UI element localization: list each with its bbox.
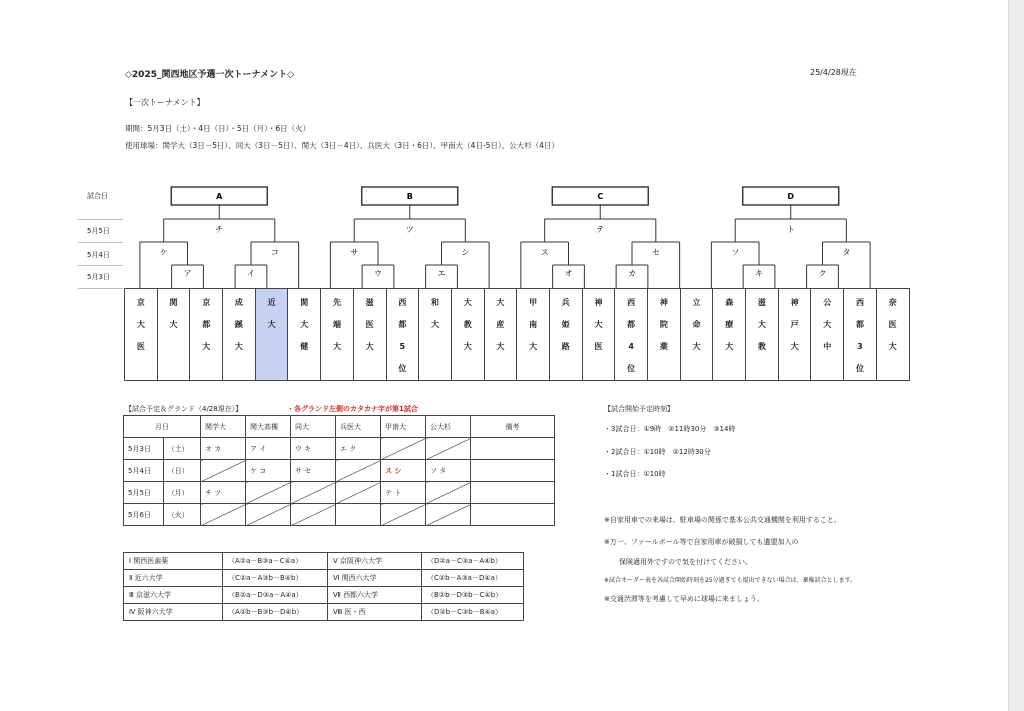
team-cell <box>451 289 484 381</box>
league-table <box>123 552 524 621</box>
team-cell <box>648 289 681 381</box>
game-cell: チ ツ <box>201 482 246 504</box>
league-name: Ⅵ 関西六大学 <box>328 570 422 587</box>
league-row <box>124 570 524 587</box>
match-label: ケ <box>159 248 168 257</box>
empty-cell <box>201 460 246 482</box>
match-label: オ <box>564 269 573 278</box>
team-cell <box>746 289 779 381</box>
empty-cell <box>336 460 381 482</box>
match-label: サ <box>350 248 359 257</box>
day-label: 5月4日 <box>87 251 110 259</box>
match-label: ソ <box>731 248 740 257</box>
page-title: ◇2025_関西地区予選一次トーナメント◇ <box>125 70 295 80</box>
schedule-table <box>123 415 555 526</box>
venues-text: 使用球場：関学大（3日－5日）、同大（3日－5日）、関大（3日－4日）、兵医大（3日・6日）、甲南大（4日-5日）、公大杉（4日） <box>125 141 559 150</box>
team-name: 西都5位 <box>398 298 407 373</box>
match-label: ス <box>540 248 549 257</box>
team-name: 神戸大 <box>790 298 799 351</box>
match-label: コ <box>270 248 279 257</box>
team-cell <box>582 289 615 381</box>
league-row <box>124 587 524 604</box>
team-name: 大産大 <box>496 298 505 351</box>
league-code: （A②a－B③a－C④a） <box>223 553 328 570</box>
empty-cell <box>381 504 426 526</box>
header-cell: 月日 <box>124 416 201 438</box>
game-cell: ケ コ <box>246 460 291 482</box>
team-cell <box>353 289 386 381</box>
team-name: 先端大 <box>332 298 341 351</box>
team-cell <box>321 289 354 381</box>
empty-cell <box>426 504 471 526</box>
team-cell <box>811 289 844 381</box>
game-cell: エ ク <box>336 438 381 460</box>
team-cell <box>517 289 550 381</box>
league-name: Ⅷ 医・西 <box>328 604 422 621</box>
match-label: シ <box>461 248 470 257</box>
empty-cell <box>336 482 381 504</box>
match-label: カ <box>628 269 636 278</box>
team-name: 滋医大 <box>365 298 374 351</box>
date-cell: 5月4日 <box>124 460 164 482</box>
team-cell <box>549 289 582 381</box>
header-cell: 関大高槻 <box>246 416 291 438</box>
game-cell <box>336 504 381 526</box>
league-name: Ⅶ 西都六大学 <box>328 587 422 604</box>
league-code: （C②b－A③a－D④a） <box>422 570 524 587</box>
schedule-row <box>124 482 555 504</box>
league-name: Ⅰ 関西医歯薬 <box>124 553 223 570</box>
league-name: Ⅳ 阪神六大学 <box>124 604 223 621</box>
dow-cell: （土） <box>163 438 200 460</box>
team-name: 甲南大 <box>529 298 538 351</box>
league-code: （A②b－B③b－D④b） <box>223 604 328 621</box>
match-label: エ <box>437 269 446 278</box>
team-name: 関大 <box>169 298 178 329</box>
game-cell: ア イ <box>246 438 291 460</box>
remark-cell <box>471 482 555 504</box>
match-label: セ <box>651 248 660 257</box>
match-label: ト <box>786 225 795 234</box>
match-label: タ <box>842 248 851 257</box>
team-cell <box>255 289 288 381</box>
game-cell: サ セ <box>291 460 336 482</box>
empty-cell <box>426 482 471 504</box>
team-cell <box>125 289 158 381</box>
league-name: Ⅴ 京阪神六大学 <box>328 553 422 570</box>
team-name: 森療大 <box>725 298 734 351</box>
header-cell: 公大杉 <box>426 416 471 438</box>
match-label: イ <box>247 269 255 278</box>
note-line: ※自家用車での来場は、駐車場の関係で基本公共交通機関を利用すること。 <box>604 516 841 524</box>
period-text: 期間：5月3日（土）・4日（日）・5日（月）・6日（火） <box>125 124 311 133</box>
team-cell <box>157 289 190 381</box>
start-time-line: ・1試合日：①10時 <box>604 470 666 478</box>
team-name: 公大中 <box>823 298 832 351</box>
match-label: テ <box>596 225 605 234</box>
league-code: （D②a－C③a－A④b） <box>422 553 524 570</box>
game-cell: テ ト <box>381 482 426 504</box>
team-cell <box>844 289 877 381</box>
team-name: 西都4位 <box>627 298 636 373</box>
team-name: 兵姫路 <box>561 298 570 351</box>
note-line: ※試合オーダー表を各試合開始時刻を25分過ぎても提出できない場合は、棄権試合とします。 <box>604 577 857 584</box>
match-label: ク <box>818 269 827 278</box>
team-name: 大教大 <box>463 298 472 351</box>
header-cell: 備考 <box>471 416 555 438</box>
schedule-row <box>124 438 555 460</box>
note-line: ※万一、ファールボール等で自家用車が破損しても遺盟加入の <box>604 538 799 546</box>
day-label: 5月3日 <box>87 273 110 281</box>
schedule-note: ・各グランド左側のカタカナ字が第1試合 <box>287 405 418 413</box>
day-header-label: 試合日 <box>87 192 108 200</box>
team-cell <box>386 289 419 381</box>
team-cell <box>876 289 909 381</box>
team-name: 神大医 <box>594 298 603 351</box>
league-code: （B②b－D③b－C④b） <box>422 587 524 604</box>
block-label: C <box>597 192 604 201</box>
date-cell: 5月6日 <box>124 504 164 526</box>
note-line: ※交通渋滞等を考慮して早めに球場に来ましょう。 <box>604 595 764 603</box>
team-name: 奈医大 <box>888 298 897 351</box>
block-label: B <box>406 192 413 201</box>
empty-cell <box>246 482 291 504</box>
block-label: A <box>216 192 223 201</box>
start-time-line: ・3試合日：①9時 ②11時30分 ③14時 <box>604 425 736 433</box>
schedule-row <box>124 504 555 526</box>
team-name: 滋大教 <box>757 298 766 351</box>
team-name: 京都大 <box>202 298 211 351</box>
team-cell <box>778 289 811 381</box>
as-of-date: 25/4/28現在 <box>810 68 857 77</box>
remark-cell <box>471 460 555 482</box>
team-cell <box>713 289 746 381</box>
team-name: 関大健 <box>300 298 309 351</box>
team-cell <box>680 289 713 381</box>
match-label: ア <box>183 269 192 278</box>
date-cell: 5月5日 <box>124 482 164 504</box>
empty-cell <box>201 504 246 526</box>
team-name: 近大 <box>267 298 276 329</box>
game-cell: ウ キ <box>291 438 336 460</box>
team-name: 和大 <box>431 298 440 329</box>
team-name: 成蹊大 <box>234 298 243 351</box>
remark-cell <box>471 438 555 460</box>
start-times-heading: 【試合開始予定時刻】 <box>604 405 674 413</box>
match-label: ウ <box>374 269 382 278</box>
header-cell: 同大 <box>291 416 336 438</box>
schedule-header-row <box>124 416 555 438</box>
empty-cell <box>291 504 336 526</box>
league-row <box>124 553 524 570</box>
dow-cell: （火） <box>163 504 200 526</box>
match-label: チ <box>215 225 224 234</box>
match-label: ツ <box>405 225 414 234</box>
league-name: Ⅱ 近六大学 <box>124 570 223 587</box>
dow-cell: （日） <box>163 460 200 482</box>
team-name: 立命大 <box>692 298 701 351</box>
empty-cell <box>426 438 471 460</box>
start-time-line: ・2試合日：①10時 ②12時30分 <box>604 448 711 456</box>
league-code: （C②a－A③b－B④b） <box>223 570 328 587</box>
dow-cell: （月） <box>163 482 200 504</box>
block-label: D <box>787 192 795 201</box>
team-name: 西都3位 <box>855 298 864 373</box>
team-cell <box>615 289 648 381</box>
header-cell: 甲南大 <box>381 416 426 438</box>
remark-cell <box>471 504 555 526</box>
team-cell <box>419 289 452 381</box>
section-heading: 【一次トーナメント】 <box>125 98 205 107</box>
empty-cell <box>381 438 426 460</box>
header-cell: 関学大 <box>201 416 246 438</box>
league-row <box>124 604 524 621</box>
league-code: （B②a－D③a－A④a） <box>223 587 328 604</box>
game-cell: オ カ <box>201 438 246 460</box>
team-cell <box>223 289 256 381</box>
league-name: Ⅲ 京滋六大学 <box>124 587 223 604</box>
game-cell: ス シ <box>381 460 426 482</box>
schedule-heading: 【試合予定＆グランド（4/28現在）】 <box>125 405 243 413</box>
team-name: 京大医 <box>136 298 145 351</box>
game-cell: ソ タ <box>426 460 471 482</box>
date-cell: 5月3日 <box>124 438 164 460</box>
day-label: 5月5日 <box>87 227 110 235</box>
match-label: キ <box>755 269 763 278</box>
header-cell: 兵医大 <box>336 416 381 438</box>
team-cell <box>190 289 223 381</box>
team-cell <box>288 289 321 381</box>
league-code: （D②b－C③b－B④a） <box>422 604 524 621</box>
team-name: 神院薬 <box>659 298 668 351</box>
empty-cell <box>246 504 291 526</box>
team-table <box>124 288 910 381</box>
note-line: 保険適用外ですので気を付けてください。 <box>619 558 752 566</box>
team-cell <box>484 289 517 381</box>
empty-cell <box>291 482 336 504</box>
schedule-row <box>124 460 555 482</box>
